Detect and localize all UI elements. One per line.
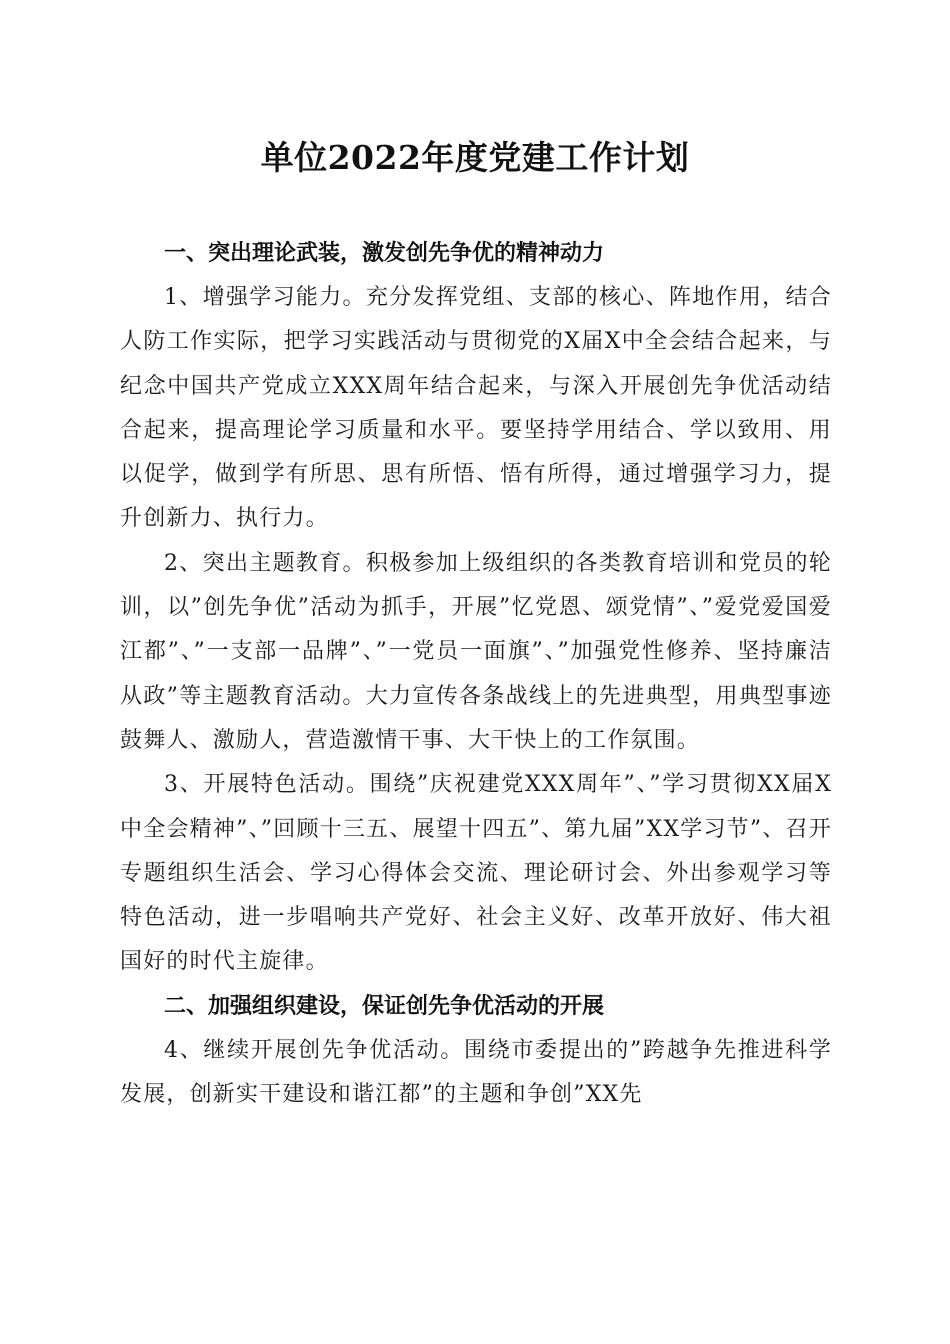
paragraph-3: 3、开展特色活动。围绕”庆祝建党XXX周年”、”学习贯彻XX届X中全会精神”、”回顾十三五、展望十四五”、第九届”XX学习节”、召开专题组织生活会、学习心得体会交流、理论研讨会、外出参观学习等特色活动，进一步唱响共产党好、社会主义好、改革开放好、伟大祖国好的时代主旋律。	[120, 772, 832, 975]
document-body	[120, 232, 832, 1117]
section-heading-1: 一、突出理论武装，激发创先争优的精神动力	[164, 241, 605, 266]
paragraph-1: 1、增强学习能力。充分发挥党组、支部的核心、阵地作用，结合人防工作实际，把学习实践活动与贯彻党的X届X中全会结合起来，与纪念中国共产党成立XXX周年结合起来，与深入开展创先争优活动结合起来，提高理论学习质量和水平。要坚持学用结合、学以致用、用以促学，做到学有所思、思有所悟、悟有所得，通过增强学习力，提升创新力、执行力。	[120, 285, 832, 532]
document-title: 单位2022年度党建工作计划	[260, 138, 690, 177]
section-heading-2: 二、加强组织建设，保证创先争优活动的开展	[164, 993, 605, 1019]
paragraph-2: 2、突出主题教育。积极参加上级组织的各类教育培训和党员的轮训，以”创先争优”活动为抓手，开展”忆党恩、颂党情”、”爱党爱国爱江都”、”一支部一品牌”、”一党员一面旗”、”加强党性修养、坚持廉洁从政”等主题教育活动。大力宣传各条战线上的先进典型，用典型事迹鼓舞人、激励人，营造激情干事、大干快上的工作氛围。	[120, 550, 832, 753]
paragraph-4: 4、继续开展创先争优活动。围绕市委提出的”跨越争先推进科学发展，创新实干建设和谐江都”的主题和争创”XX先	[120, 1037, 832, 1108]
